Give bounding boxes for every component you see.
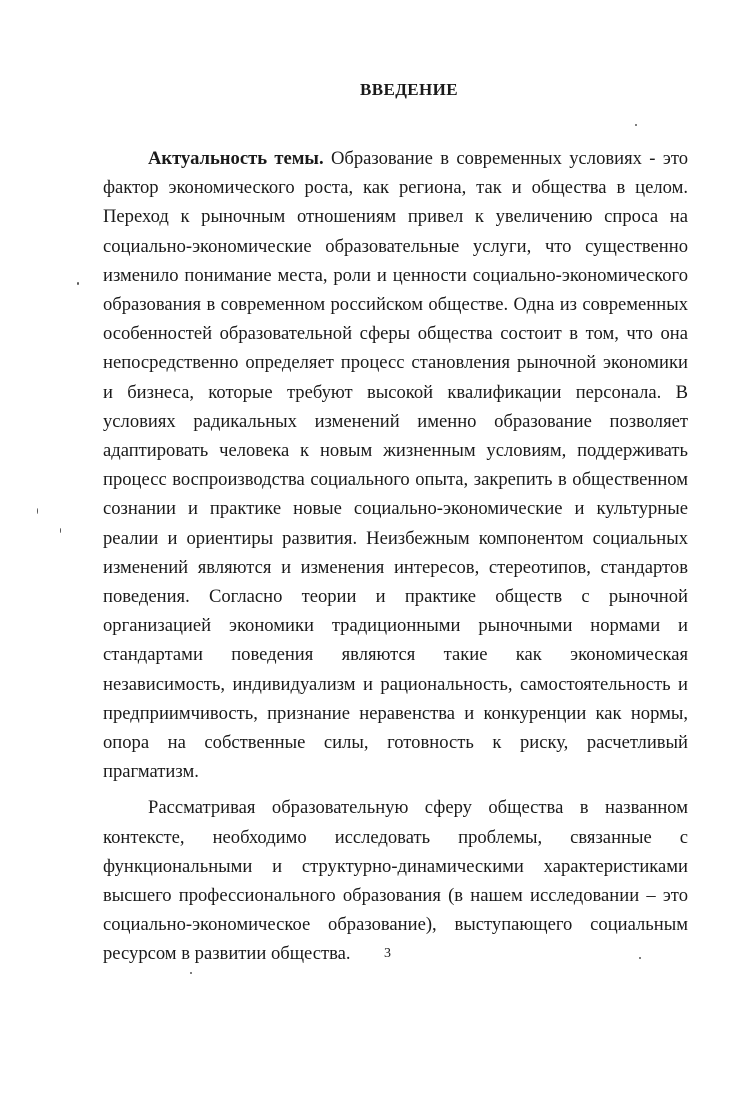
paragraph-text: Образование в современных условиях - это фактор экономического роста, как региона, так и общества в целом. Переход к рыночным отношениям привел к увеличению спроса на социально-экономические образовательные услуги, что существенно изменило понимание места, роли и ценности социально-экономического образования в современном российском обществе. Одна из современных особенностей образовательной сферы общества состоит в том, что она непосредственно определяет процесс становления рыночной экономики и бизнеса, которые требуют высокой квалификации персонала. В условиях радикальных изменений именно образование позволяет адаптировать человека к новым жизненным условиям, поддерживать процесс воспроизводства социального опыта, закрепить в общественном сознании и практике новые социально-экономические и культурные реалии и ориентиры развития. Неизбежным компонентом социальных изменений являются и изменения интересов, стереотипов, стандартов поведения. Согласно теории и практике обществ с рыночной организацией экономики традиционными рыночными нормами и стандартами поведения являются такие как экономическая независимость, индивидуализм и рациональность, самостоятельность и предприимчивость, признание неравенства и конкуренции как нормы, опора на собственные силы, готовность к риску, расчетливый прагматизм. xyxy=(103,148,688,783)
page-title: ВВЕДЕНИЕ xyxy=(360,80,459,99)
paragraph-relevance xyxy=(103,144,688,786)
page-number: 3 xyxy=(384,946,391,961)
scan-speck xyxy=(60,528,61,533)
scan-speck xyxy=(77,282,79,285)
paragraph-lead: Актуальность темы. xyxy=(148,148,324,169)
paragraph-context: Рассматривая образовательную сферу общества в названном контексте, необходимо исследовать проблемы, связанные с функциональными и структурно-динамическими характеристиками высшего профессионального образования (в нашем исследовании – это социально-экономическое образование), выступающего социальным ресурсом в развитии общества. xyxy=(103,797,688,965)
scan-speck xyxy=(639,957,641,959)
scan-speck xyxy=(190,972,192,974)
body-text xyxy=(103,144,688,969)
scan-speck xyxy=(635,124,637,126)
scan-speck xyxy=(37,508,38,514)
